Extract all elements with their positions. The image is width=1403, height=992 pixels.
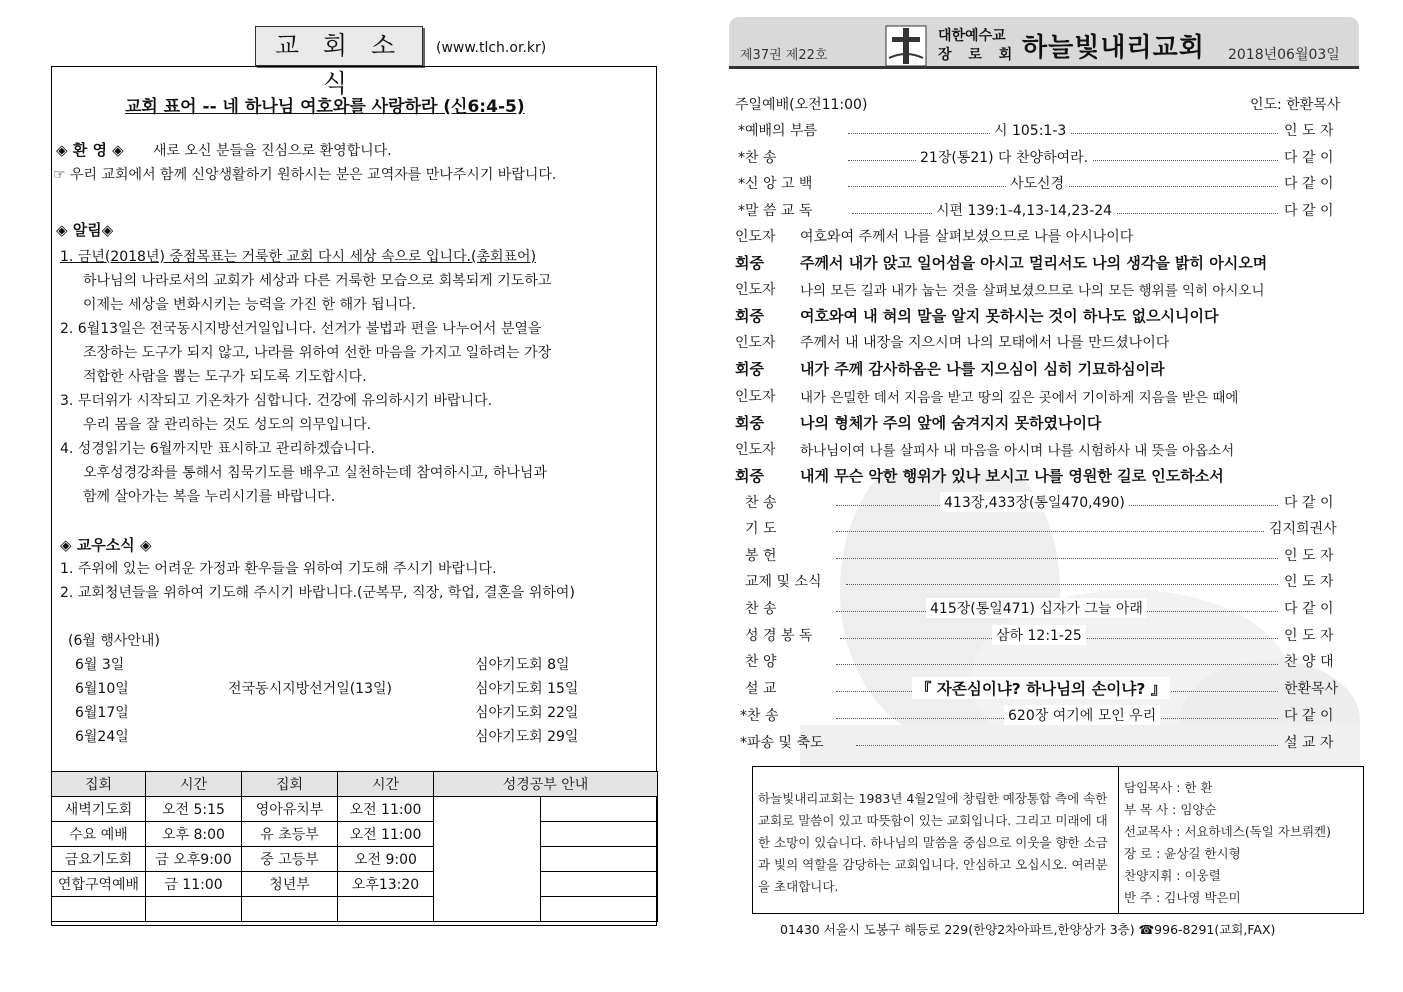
table-row	[52, 797, 658, 822]
table-cell	[52, 897, 146, 922]
reading-text: 여호와여 내 혀의 말을 알지 못하시는 것이 하나도 없으시니이다	[800, 307, 1219, 325]
worship-item: *신 앙 고 백	[738, 176, 813, 192]
table-cell: 오전 11:00	[338, 822, 434, 847]
welcome-heading: ◈ 환 영 ◈	[56, 141, 124, 159]
worship-item: 성 경 봉 독	[745, 628, 813, 644]
reader-label: 인도자	[735, 442, 776, 458]
table-cell: 연합구역예배	[52, 872, 146, 897]
reading-text: 내게 무슨 악한 행위가 있나 보시고 나를 영원한 길로 인도하소서	[800, 467, 1224, 485]
notice-line: 우리 몸을 잘 관리하는 것도 성도의 의무입니다.	[83, 417, 372, 433]
worship-by: 설 교 자	[1284, 735, 1334, 751]
table-cell: 새벽기도회	[52, 797, 146, 822]
worship-by: 다 같 이	[1284, 176, 1334, 192]
event-prayer: 심야기도회 29일	[475, 729, 579, 745]
sermon-title: 『 자존심이냐? 하나님의 손이냐? 』	[912, 677, 1170, 699]
table-header-row	[52, 772, 658, 797]
table-row	[52, 847, 658, 872]
table-cell: 유 초등부	[242, 822, 338, 847]
table-cell	[146, 897, 242, 922]
notice-line: 오후성경강좌를 통해서 침묵기도를 배우고 실천하는데 참여하시고, 하나님과	[83, 465, 547, 481]
worship-by: 인 도 자	[1284, 123, 1334, 139]
header-cell: 성경공부 안내	[434, 772, 658, 797]
table-row	[52, 822, 658, 847]
reader-label: 회중	[735, 307, 764, 325]
website-url: (www.tlch.or.kr)	[436, 40, 547, 56]
reading-text: 여호와여 주께서 나를 살펴보셨으므로 나를 아시나이다	[800, 229, 1134, 245]
event-date: 6월17일	[75, 705, 129, 721]
worship-content: 사도신경	[1006, 173, 1068, 193]
header-cell: 시간	[146, 772, 242, 797]
leader-dots	[836, 558, 1278, 559]
worship-item: *파송 및 축도	[740, 735, 824, 751]
worship-item: 교제 및 소식	[745, 574, 822, 590]
table-row	[52, 897, 658, 922]
church-name: 하늘빛내리교회	[1022, 33, 1205, 63]
reader-label: 회중	[735, 254, 764, 272]
header-cell: 시간	[338, 772, 434, 797]
worship-item: 찬 양	[745, 654, 777, 670]
worship-content: 620장 여기에 모인 우리	[1004, 705, 1160, 725]
table-cell: 오후13:20	[338, 872, 434, 897]
event-date: 6월 3일	[75, 657, 125, 673]
church-introduction: 하늘빛내리교회는 1983년 4월2일에 창립한 예장통합 측에 속한 교회로 말씀이 있고 따뜻함이 있는 교회입니다. 그리고 미래에 대한 소망이 있습니다. 하나님의 말씀을 중심으로 이웃을 향한 소금과 빛의 역할을 감당하는 교회입니다. 안심하고 오십시오. 여러분을 초대합니다.	[758, 791, 1108, 894]
notice-line: 조장하는 도구가 되지 않고, 나라를 위하여 선한 마음을 가지고 일하려는 가장	[83, 345, 552, 361]
reader-label: 회중	[735, 467, 764, 485]
worship-content: 시편 139:1-4,13-14,23-24	[932, 200, 1116, 220]
denomination-line2: 장 로 회	[938, 47, 1019, 63]
event-date: 6월10일	[75, 681, 129, 697]
notice-line: 1. 금년(2018년) 중점목표는 거룩한 교회 다시 세상 속으로 입니다.(총회표어)	[60, 249, 537, 265]
worship-content: 413장,433장(통일470,490)	[940, 492, 1129, 512]
notice-line: 2. 6월13일은 전국동시지방선거일입니다. 선거가 불법과 편을 나누어서 분열을	[60, 321, 542, 337]
header-cell: 집회	[242, 772, 338, 797]
info-divider	[1118, 766, 1119, 914]
volume-number: 제37권 제22호	[740, 48, 828, 63]
reading-text: 나의 모든 길과 내가 눕는 것을 살펴보셨으므로 나의 모든 행위를 익히 아시오니	[800, 283, 1265, 299]
table-cell: 중 고등부	[242, 847, 338, 872]
notice-line: 함께 살아가는 복을 누리시기를 바랍니다.	[83, 489, 336, 505]
members-line: 1. 주위에 있는 어려운 가정과 환우들을 위하여 기도해 주시기 바랍니다.	[60, 561, 497, 577]
worship-item: *찬 송	[740, 708, 779, 724]
church-motto: 교회 표어 -- 네 하나님 여호와를 사랑하라 (신6:4-5)	[125, 97, 525, 117]
header-cell: 집회	[52, 772, 146, 797]
table-cell: 오전 5:15	[146, 797, 242, 822]
service-leader: 인도: 한환목사	[1250, 97, 1341, 113]
service-title: 주일예배(오전11:00)	[735, 97, 868, 113]
reader-label: 인도자	[735, 229, 776, 245]
worship-by: 김지희권사	[1269, 521, 1337, 537]
reader-label: 회중	[735, 360, 764, 378]
worship-content: 415장(통일471) 십자가 그늘 아래	[926, 598, 1147, 618]
worship-by: 인 도 자	[1284, 548, 1334, 564]
reader-label: 인도자	[735, 389, 776, 405]
cross-logo-icon	[883, 20, 929, 70]
staff-line: 장 로 : 윤상길 한시형	[1124, 846, 1241, 861]
reading-text: 내가 주께 감사하옴은 나를 지으심이 심히 기묘하심이라	[800, 360, 1165, 378]
table-cell	[541, 847, 658, 872]
staff-line: 반 주 : 김나영 박은미	[1124, 890, 1241, 905]
staff-line: 담임목사 : 한 환	[1124, 780, 1213, 795]
table-cell: 오전 11:00	[338, 797, 434, 822]
table-cell: 수요 예배	[52, 822, 146, 847]
denomination-line1: 대한예수교	[938, 28, 1006, 44]
staff-line: 찬양지휘 : 이웅렬	[1124, 868, 1221, 883]
staff-line: 부 목 사 : 임양순	[1124, 802, 1217, 817]
worship-by: 한환목사	[1284, 681, 1339, 697]
worship-item: 기 도	[745, 521, 777, 537]
worship-by: 다 같 이	[1284, 203, 1334, 219]
worship-by: 인 도 자	[1284, 628, 1334, 644]
church-address: 01430 서울시 도봉구 해등로 229(한양2차아파트,한양상가 3층) ☎996-8291(교회,FAX)	[780, 922, 1276, 937]
leader-dots	[836, 531, 1264, 532]
leader-dots	[846, 584, 1278, 585]
worship-content: 시 105:1-3	[990, 120, 1070, 140]
event-prayer: 심야기도회 22일	[475, 705, 579, 721]
table-cell	[541, 872, 658, 897]
news-title: 교 회 소 식	[255, 26, 423, 66]
notices-heading: ◈ 알림◈	[56, 221, 114, 239]
event-prayer: 심야기도회 8일	[475, 657, 570, 673]
welcome-line: 새로 오신 분들을 진심으로 환영합니다.	[153, 143, 392, 159]
table-cell: 오후 8:00	[146, 822, 242, 847]
worship-item: *말 씀 교 독	[738, 203, 813, 219]
worship-by: 찬 양 대	[1284, 654, 1334, 670]
worship-item: 찬 송	[745, 495, 777, 511]
table-cell: 오전 9:00	[338, 847, 434, 872]
notice-line: 이제는 세상을 변화시키는 능력을 가진 한 해가 됩니다.	[83, 297, 417, 313]
reading-text: 내가 은밀한 데서 지음을 받고 땅의 깊은 곳에서 기이하게 지음을 받은 때에	[800, 390, 1239, 406]
reader-label: 인도자	[735, 282, 776, 298]
worship-item: 설 교	[745, 681, 777, 697]
worship-content: 21장(통21) 다 찬양하여라.	[916, 147, 1092, 167]
members-line: 2. 교회청년들을 위하여 기도해 주시기 바랍니다.(군복무, 직장, 학업, 결혼을 위하여)	[60, 585, 575, 601]
worship-by: 다 같 이	[1284, 708, 1334, 724]
reading-text: 하나님이여 나를 살피사 내 마음을 아시며 나를 시험하사 내 뜻을 아옵소서	[800, 443, 1235, 459]
table-cell	[541, 797, 658, 822]
event-prayer: 심야기도회 15일	[475, 681, 579, 697]
table-cell	[541, 897, 658, 922]
background-illustration	[800, 470, 1360, 770]
table-cell	[434, 797, 541, 922]
meeting-schedule-table	[51, 771, 658, 922]
worship-by: 다 같 이	[1284, 495, 1334, 511]
worship-by: 인 도 자	[1284, 574, 1334, 590]
worship-item: *찬 송	[738, 150, 777, 166]
leader-dots	[856, 745, 1278, 746]
notice-line: 하나님의 나라로서의 교회가 세상과 다른 거룩한 모습으로 회복되게 기도하고	[83, 273, 552, 289]
worship-item: *예배의 부름	[738, 123, 818, 139]
worship-item: 봉 헌	[745, 548, 777, 564]
issue-date: 2018년06월03일	[1228, 47, 1340, 63]
table-cell	[242, 897, 338, 922]
worship-content: 삼하 12:1-25	[992, 625, 1086, 645]
members-heading: ◈ 교우소식 ◈	[60, 536, 152, 554]
event-name: 전국동시지방선거일(13일)	[228, 681, 392, 697]
table-cell: 금요기도회	[52, 847, 146, 872]
table-cell: 금 오후9:00	[146, 847, 242, 872]
table-cell	[338, 897, 434, 922]
reading-text: 나의 형체가 주의 앞에 숨겨지지 못하였나이다	[800, 414, 1102, 432]
leader-dots	[836, 664, 1278, 665]
table-row	[52, 872, 658, 897]
table-cell	[541, 822, 658, 847]
table-cell: 청년부	[242, 872, 338, 897]
worship-by: 다 같 이	[1284, 601, 1334, 617]
reading-text: 주께서 내 내장을 지으시며 나의 모태에서 나를 만드셨나이다	[800, 335, 1170, 351]
notice-line: 4. 성경읽기는 6월까지만 표시하고 관리하겠습니다.	[60, 441, 375, 457]
notice-line: 3. 무더위가 시작되고 기온차가 심합니다. 건강에 유의하시기 바랍니다.	[60, 393, 493, 409]
reader-label: 인도자	[735, 335, 776, 351]
event-date: 6월24일	[75, 729, 129, 745]
worship-item: 찬 송	[745, 601, 777, 617]
worship-by: 다 같 이	[1284, 150, 1334, 166]
events-heading: (6월 행사안내)	[68, 633, 160, 649]
table-cell: 금 11:00	[146, 872, 242, 897]
welcome-invite: ☞ 우리 교회에서 함께 신앙생활하기 원하시는 분은 교역자를 만나주시기 바랍니다.	[53, 167, 557, 183]
reading-text: 주께서 내가 앉고 일어섬을 아시고 멀리서도 나의 생각을 밝히 아시오며	[800, 254, 1268, 272]
reader-label: 회중	[735, 414, 764, 432]
table-cell: 영아유치부	[242, 797, 338, 822]
notice-line: 적합한 사람을 뽑는 도구가 되도록 기도합시다.	[83, 369, 367, 385]
staff-line: 선교목사 : 서요하네스(독일 자브뤼켄)	[1124, 824, 1332, 839]
